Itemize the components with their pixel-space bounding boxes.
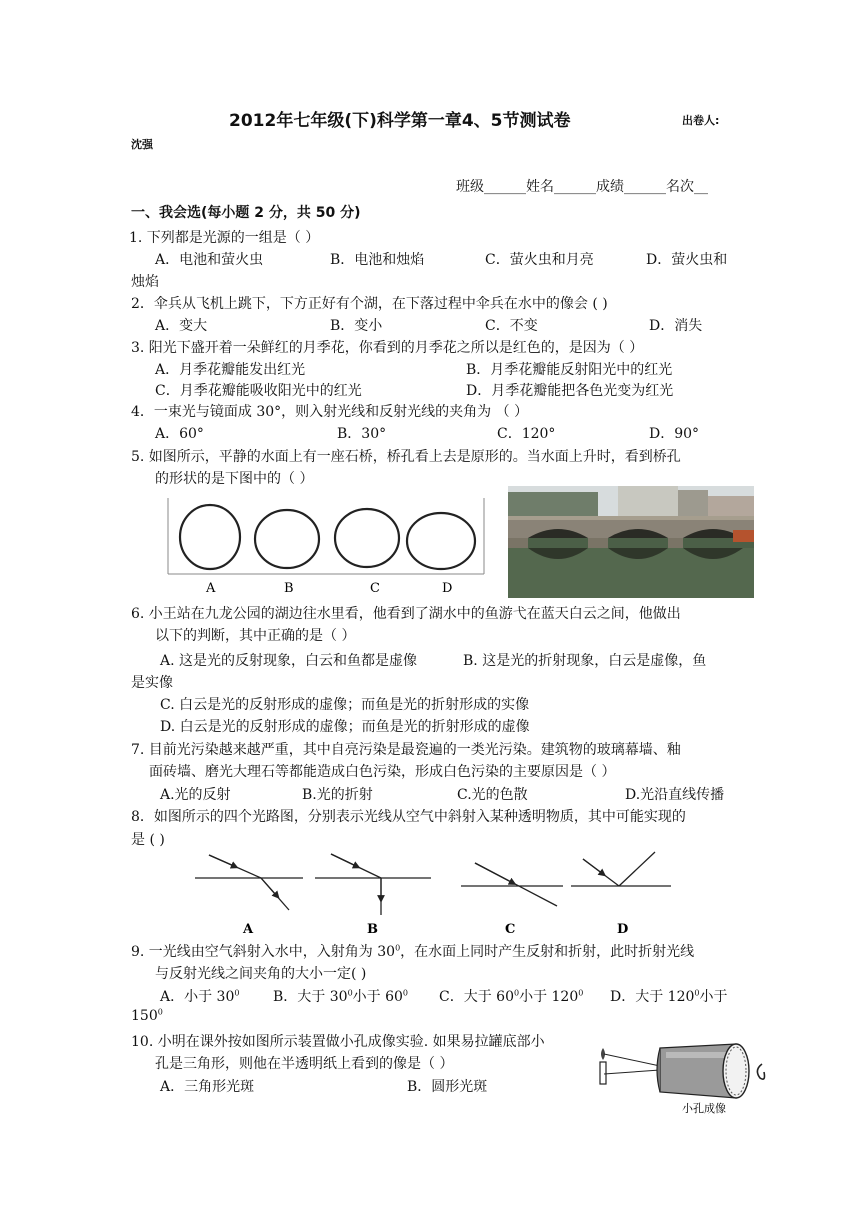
q9-option-d: D．大于 $120^0$小于 bbox=[610, 988, 728, 1005]
section-heading: 一、我会选(每小题 2 分，共 50 分) bbox=[131, 205, 361, 221]
q4-option-a: A．60° bbox=[155, 426, 204, 442]
q6-option-b-wrap: 是实像 bbox=[131, 675, 173, 691]
question-3-stem: 3. 阳光下盛开着一朵鲜红的月季花，你看到的月季花之所以是红色的，是因为（ ） bbox=[131, 340, 644, 356]
path-label-c: C bbox=[505, 922, 516, 937]
q2-option-d: D．消失 bbox=[649, 318, 703, 334]
q3-option-c: C．月季花瓣能吸收阳光中的红光 bbox=[155, 383, 362, 399]
q7-option-c: C.光的色散 bbox=[457, 787, 528, 803]
student-info-line: 班级______姓名______成绩______名次__ bbox=[456, 179, 708, 195]
path-diagram-a bbox=[195, 855, 303, 937]
q7-option-a: A.光的反射 bbox=[160, 787, 231, 803]
q4-option-b: B．30° bbox=[337, 426, 387, 442]
question-4-stem: 4．一束光与镜面成 30°，则入射光线和反射光线的夹角为 （ ） bbox=[131, 404, 529, 420]
question-5-line1: 5. 如图所示，平静的水面上有一座石桥，桥孔看上去是原形的。当水面上升时，看到桥孔 bbox=[131, 449, 681, 465]
circle-label-c: C bbox=[370, 581, 380, 596]
page-title: 2012年七年级(下)科学第一章4、5节测试卷 bbox=[229, 111, 571, 131]
q9-option-c: C．大于 $60^0$小于 $120^0$ bbox=[439, 988, 584, 1005]
path-diagram-b bbox=[315, 854, 431, 937]
q6-option-d: D. 白云是光的反射形成的虚像；而鱼是光的折射形成的虚像 bbox=[160, 719, 530, 735]
q6-option-c: C. 白云是光的反射形成的虚像；而鱼是光的折射形成的实像 bbox=[160, 697, 530, 713]
author-label: 出卷人: bbox=[682, 114, 720, 127]
q1-option-b: B．电池和烛焰 bbox=[330, 252, 425, 268]
path-label-d: D bbox=[617, 922, 629, 937]
q9-option-b: B．大于 $30^0$小于 $60^0$ bbox=[273, 988, 409, 1005]
q7-option-d: D.光沿直线传播 bbox=[625, 787, 725, 803]
question-10-line1: 10. 小明在课外按如图所示装置做小孔成像实验. 如果易拉罐底部小 bbox=[131, 1034, 545, 1050]
question-2-stem: 2．伞兵从飞机上跳下，下方正好有个湖，在下落过程中伞兵在水中的像会 ( ) bbox=[131, 296, 608, 312]
circle-d bbox=[407, 513, 475, 569]
question-9-line2: 与反射光线之间夹角的大小一定( ) bbox=[155, 966, 367, 982]
q3-option-a: A．月季花瓣能发出红光 bbox=[155, 362, 306, 378]
q9-option-a: A．小于 $30^0$ bbox=[160, 988, 240, 1005]
q9-option-d-wrap: $150^0$ bbox=[131, 1007, 163, 1024]
question-7-line2: 面砖墙、磨光大理石等都能造成白色污染，形成白色污染的主要原因是（ ） bbox=[149, 764, 616, 780]
q3-option-d: D．月季花瓣能把各色光变为红光 bbox=[466, 383, 674, 399]
q10-option-a: A．三角形光斑 bbox=[160, 1079, 255, 1095]
translucent-paper bbox=[723, 1044, 749, 1098]
q1-option-d-wrap: 烛焰 bbox=[131, 274, 159, 290]
q2-option-c: C．不变 bbox=[485, 318, 538, 334]
q10-option-b: B．圆形光斑 bbox=[407, 1079, 488, 1095]
question-8-line1: 8．如图所示的四个光路图，分别表示光线从空气中斜射入某种透明物质，其中可能实现的 bbox=[131, 809, 686, 825]
path-label-b: B bbox=[367, 922, 378, 937]
circle-label-a: A bbox=[206, 581, 216, 596]
question-8-line2: 是 ( ) bbox=[131, 832, 165, 848]
question-6-line2: 以下的判断，其中正确的是（ ） bbox=[155, 628, 356, 644]
circle-b bbox=[255, 510, 319, 568]
circle-label-d: D bbox=[442, 581, 453, 596]
q8-light-paths-figure bbox=[185, 847, 675, 937]
pinhole-camera-figure bbox=[594, 1034, 774, 1118]
q6-option-a: A. 这是光的反射现象，白云和鱼都是虚像 bbox=[160, 653, 418, 669]
pinhole-caption: 小孔成像 bbox=[682, 1102, 726, 1115]
q2-option-b: B．变小 bbox=[330, 318, 383, 334]
question-7-line1: 7. 目前光污染越来越严重，其中自亮污染是最瓷遍的一类光污染。建筑物的玻璃幕墙、釉 bbox=[131, 742, 681, 758]
question-9-line1: 9. 一光线由空气斜射入水中，入射角为 $30^0$，在水面上同时产生反射和折射，此时折射光线 bbox=[131, 943, 695, 960]
q5-circles-figure bbox=[166, 496, 488, 600]
q3-option-b: B．月季花瓣能反射阳光中的红光 bbox=[466, 362, 673, 378]
q4-option-d: D．90° bbox=[649, 426, 700, 442]
q1-option-c: C．萤火虫和月亮 bbox=[485, 252, 594, 268]
circle-a bbox=[180, 505, 240, 569]
question-1-stem: 1. 下列都是光源的一组是（ ） bbox=[129, 230, 320, 246]
q4-option-c: C．120° bbox=[497, 426, 556, 442]
question-10-line2: 孔是三角形，则他在半透明纸上看到的像是（ ） bbox=[155, 1056, 454, 1072]
q6-option-b: B. 这是光的折射现象，白云是虚像，鱼 bbox=[463, 653, 707, 669]
author-name: 沈强 bbox=[131, 138, 153, 151]
circle-c bbox=[335, 509, 399, 567]
path-diagram-c bbox=[461, 863, 563, 937]
path-label-a: A bbox=[243, 922, 254, 937]
candle-icon bbox=[600, 1062, 606, 1084]
path-diagram-d bbox=[571, 852, 671, 937]
question-6-line1: 6. 小王站在九龙公园的湖边往水里看，他看到了湖水中的鱼游弋在蓝天白云之间，他做出 bbox=[131, 606, 681, 622]
bridge-photo bbox=[508, 486, 754, 598]
q7-option-b: B.光的折射 bbox=[302, 787, 373, 803]
question-5-line2: 的形状的是下图中的（ ） bbox=[155, 471, 314, 487]
q1-option-a: A．电池和萤火虫 bbox=[155, 252, 264, 268]
q2-option-a: A．变大 bbox=[155, 318, 208, 334]
q1-option-d: D．萤火虫和 bbox=[646, 252, 728, 268]
circle-label-b: B bbox=[284, 581, 294, 596]
